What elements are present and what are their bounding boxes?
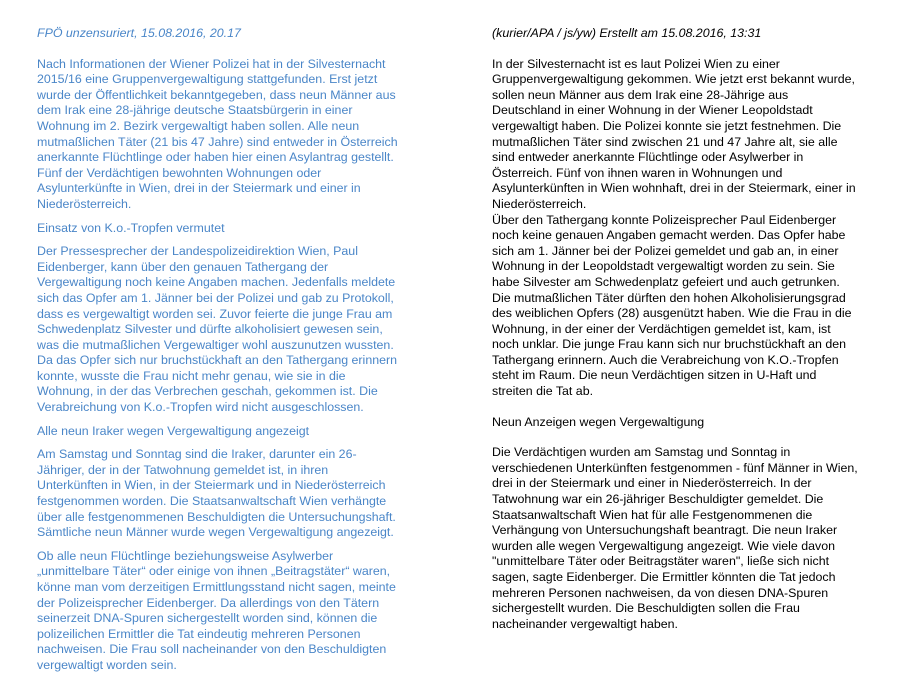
right-paragraph-festnahme: Die Verdächtigen wurden am Samstag und Sonntag in verschiedenen Unterkünften festgenommen - fünf Männer in Wien, drei in der Steiermark und einer in Niederösterreich. In der Tatwohnung war ein 26-jähriger Beschuldigter gemeldet. Die Staatsanwaltschaft Wien hat für alle Festgenommenen die Verhängung von Untersuchungshaft beantragt. Die neun Iraker wurden alle wegen Vergewaltigung angezeigt. Wie viele davon "unmittelbare Täter oder Beitragstäter waren", ließe sich nicht sagen, sagte Eidenberger. Die Ermittler könnten die Tat jedoch mehreren Personen nachweisen, da von diesen DNA-Spuren sichergestellt wurden. Die Beschuldigten sollen die Frau nacheinander vergewaltigt haben. — [492, 445, 858, 631]
left-article — [37, 26, 429, 682]
right-subheading-anzeigen: Neun Anzeigen wegen Vergewaltigung — [492, 414, 705, 429]
left-paragraph-pressesprecher: Der Pressesprecher der Landespolizeidirektion Wien, Paul Eidenberger, kann über den genauen Tathergang der Vergewaltigung noch keine Angaben machen. Jedenfalls meldete sich das Opfer am 1. Jänner bei der Polizei und gab zu Protokoll, dass es vergewaltigt worden sei. Zuvor feierte die junge Frau am Schwedenplatz Silvester und dürfte alkoholisiert gewesen sein, was die mutmaßlichen Vergewaltiger wohl auszunutzen wussten. Da das Opfer sich nur bruchstückhaft an den Tathergang erinnern konnte, wusste die Frau nicht mehr genau, wie sie in die Wohnung, in der das Verbrechen geschah, gekommen ist. Die Verabreichung von K.o.-Tropfen wird nicht ausgeschlossen. — [37, 244, 398, 415]
left-subheading-ko-tropfen: Einsatz von K.o.-Tropfen vermutet — [37, 220, 225, 235]
left-paragraph-intro: Nach Informationen der Wiener Polizei hat in der Silvesternacht 2015/16 eine Gruppenvergewaltigung stattgefunden. Erst jetzt wurde der Öffentlichkeit bekanntgegeben, dass neun Männer aus dem Irak eine 28-jährige deutsche Staatsbürgerin in einer Wohnung im 2. Bezirk vergewaltigt haben sollen. Alle neun mutmaßlichen Täter (21 bis 47 Jahre) sind entweder in Österreich anerkannte Flüchtlinge oder haben hier einen Asylantrag gestellt. Fünf der Verdächtigen bewohnten Wohnungen oder Asylunterkünfte in Wien, drei in der Steiermark und einer in Niederösterreich. — [37, 56, 398, 211]
left-source-header: FPÖ unzensuriert, 15.08.2016, 20.17 — [37, 26, 241, 40]
right-article — [492, 26, 892, 647]
left-paragraph-taeter: Ob alle neun Flüchtlinge beziehungsweise Asylwerber „unmittelbare Täter“ oder einige von ihnen „Beitragstäter“ waren, könne man vom derzeitigen Ermittlungsstand nicht sagen, meinte der Polizeisprecher Eidenberger. Da allerdings von den Tätern seinerzeit DNA-Spuren sichergestellt worden sind, können die polizeilichen Ermittler die Tat eindeutig mehreren Personen nachweisen. Die Frau soll nacheinander von den Beschuldigten vergewaltigt worden sein. — [37, 548, 396, 672]
right-source-header: (kurier/APA / js/yw) Erstellt am 15.08.2016, 13:31 — [492, 26, 762, 40]
right-paragraph-tathergang: Über den Tathergang konnte Polizeisprecher Paul Eidenberger noch keine genauen Angaben gemacht werden. Das Opfer habe sich am 1. Jänner bei der Polizei gemeldet und gab an, in einer Wohnung in der Leopoldstadt vergewaltigt worden zu sein. Sie habe Silvester am Schwedenplatz gefeiert und auch getrunken. Die mutmaßlichen Täter dürften den hohen Alkoholisierungsgrad des weiblichen Opfers (28) ausgenützt haben. Wie die Frau in die Wohnung, in der einer der Verdächtigen gemeldet ist, kam, ist noch unklar. Die junge Frau kann sich nur bruchstückhaft an den Tathergang erinnern. Auch die Verabreichung von K.O.-Tropfen steht im Raum. Die neun Verdächtigen sitzen in U-Haft und streiten die Tat ab. — [492, 212, 852, 399]
right-paragraph-intro: In der Silvesternacht ist es laut Polizei Wien zu einer Gruppenvergewaltigung gekommen. Wie jetzt erst bekannt wurde, sollen neun Männer aus dem Irak eine 28-Jährige aus Deutschland in einer Wohnung in der Wiener Leopoldstadt vergewaltigt haben. Die Polizei konnte sie jetzt festnehmen. Die mutmaßlichen Täter sind zwischen 21 und 47 Jahre alt, sie alle sind entweder anerkannte Flüchtlinge oder Asylwerber in Österreich. Fünf von ihnen waren in Wohnungen und Asylunterkünften in Wien wohnhaft, drei in der Steiermark, einer in Niederösterreich. — [492, 56, 856, 211]
left-subheading-iraker: Alle neun Iraker wegen Vergewaltigung angezeigt — [37, 423, 310, 438]
left-paragraph-festnahme: Am Samstag und Sonntag sind die Iraker, darunter ein 26- Jähriger, der in der Tatwohnung gemeldet ist, in ihren Unterkünften in Wien, in der Steiermark und in Niederösterreich festgenommen worden. Die Staatsanwaltschaft Wien verhängte über alle festgenommenen Beschuldigten die Untersuchungshaft. Sämtliche neun Männer wurde wegen Vergewaltigung angezeigt. — [37, 447, 396, 540]
